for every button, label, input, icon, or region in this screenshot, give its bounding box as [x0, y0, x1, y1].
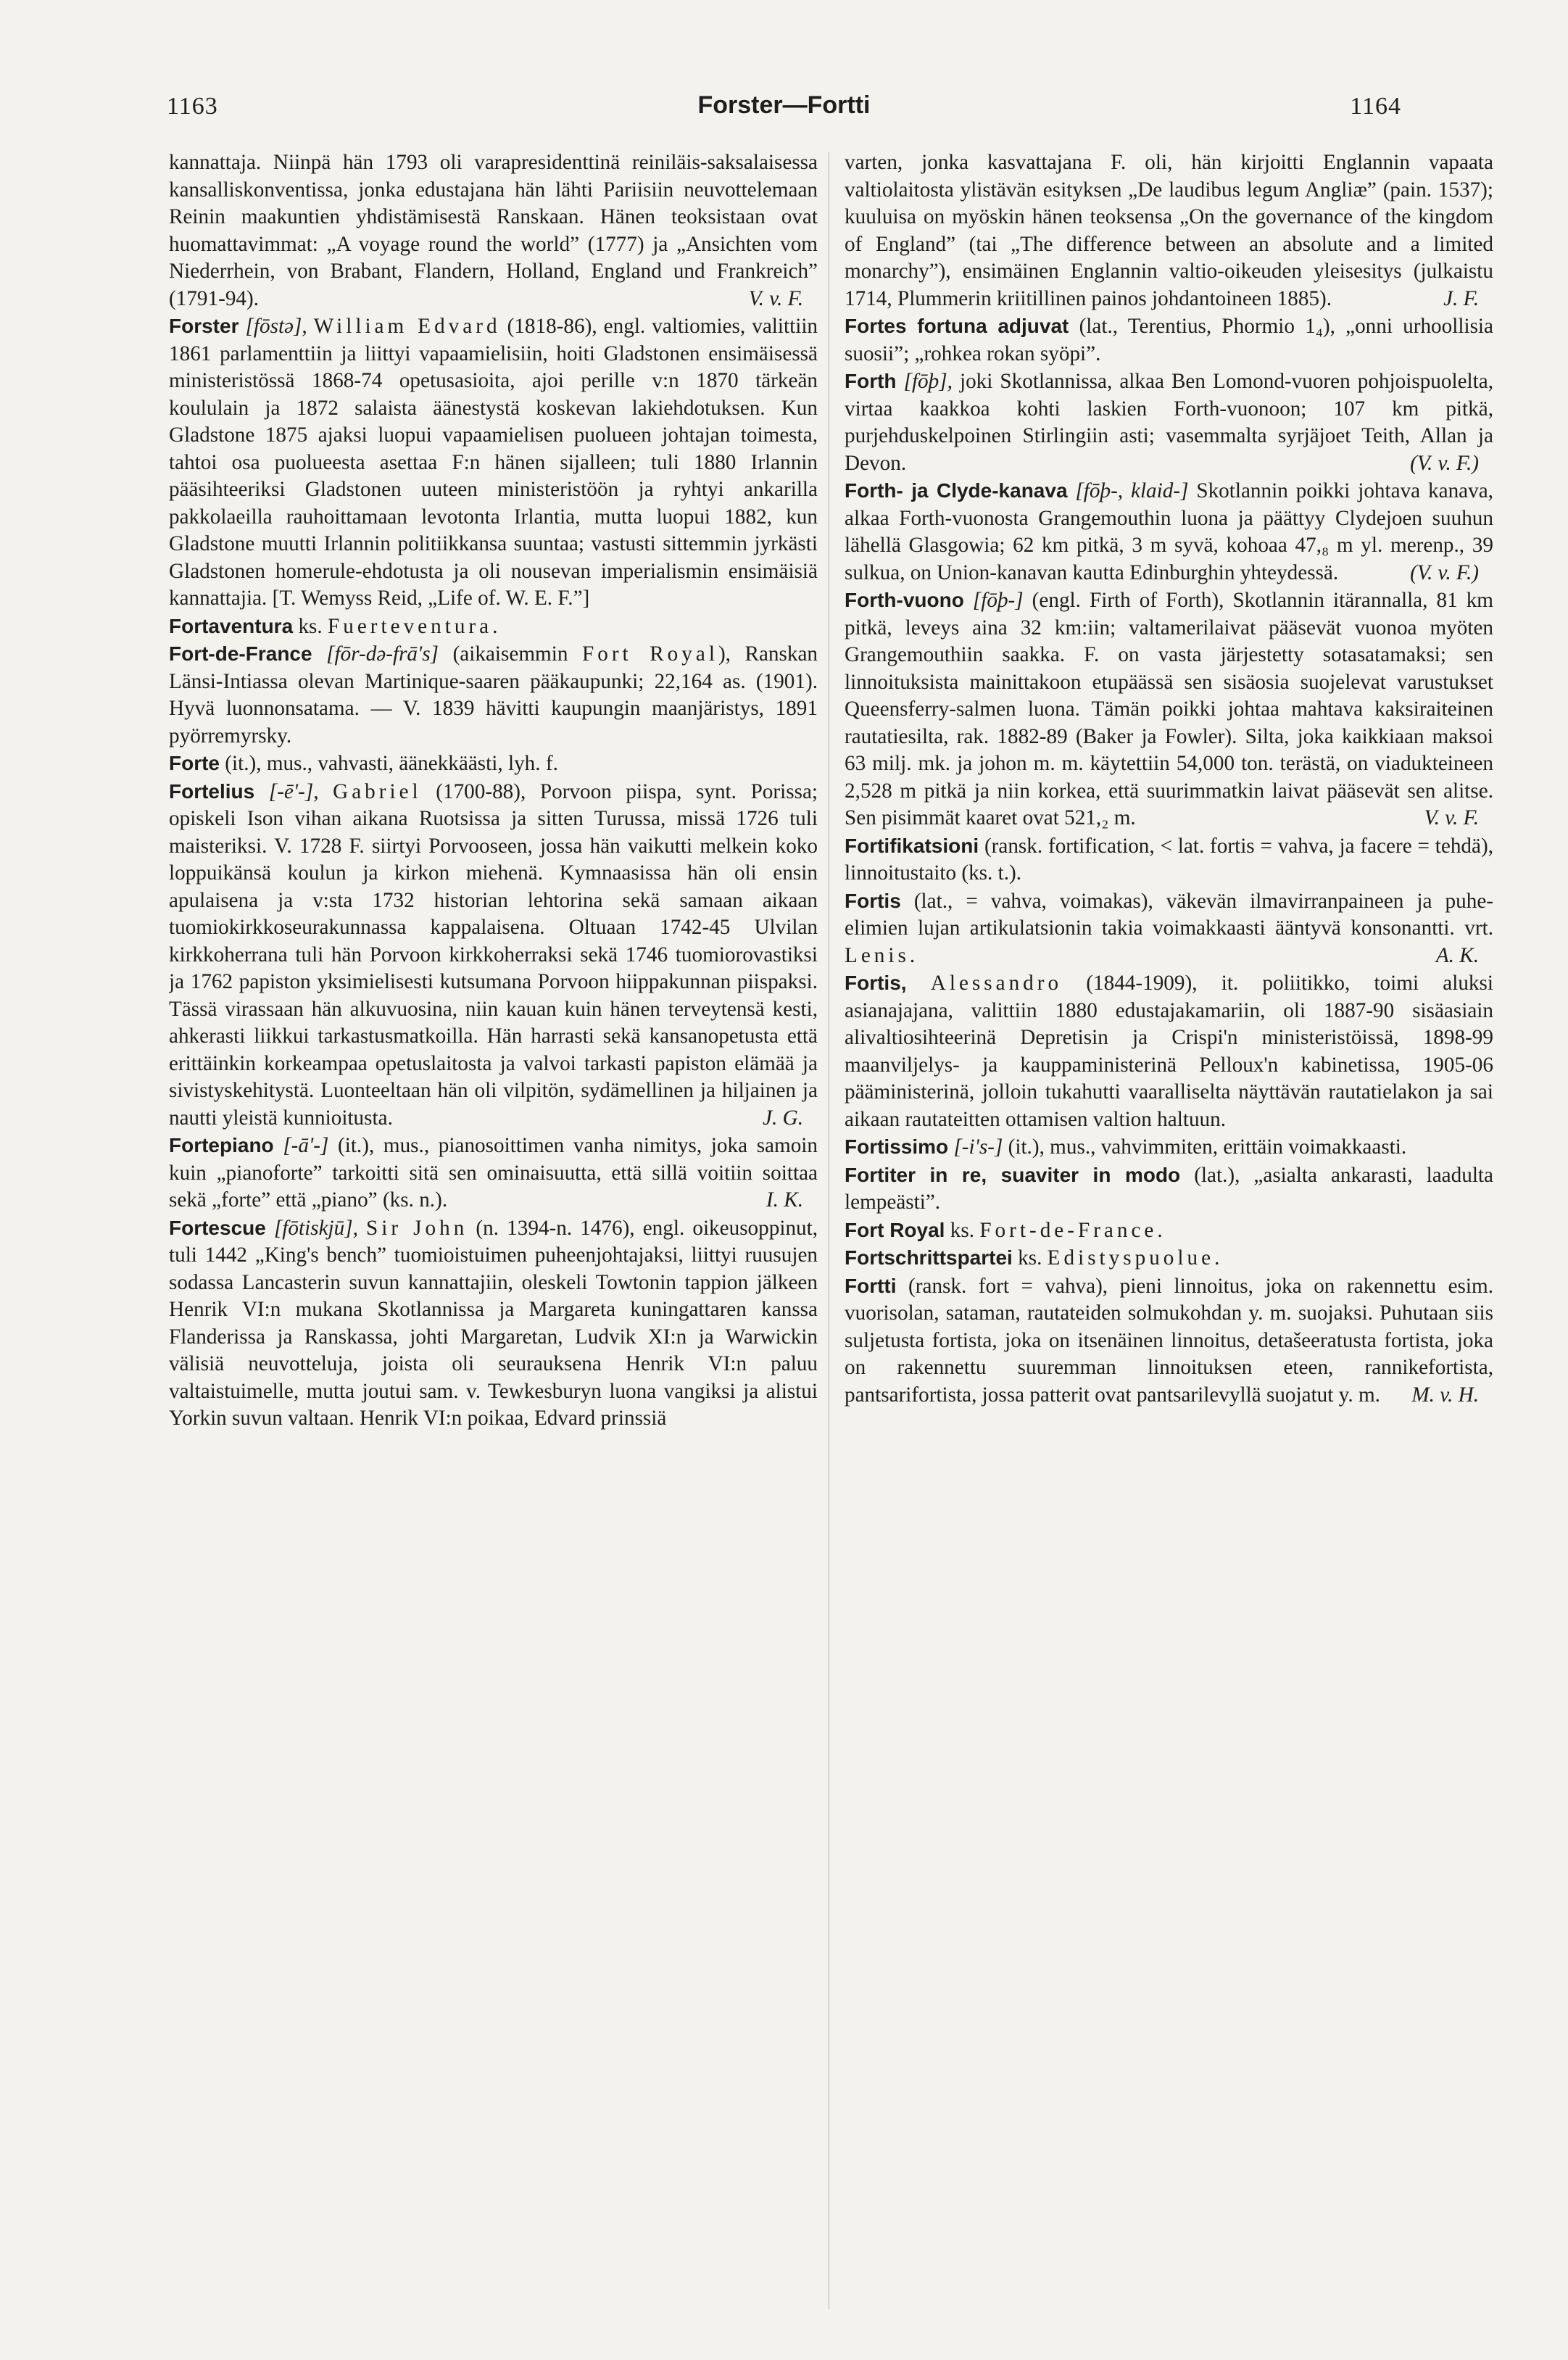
entry-text: (lat.), „asialta ankarasti, laadulta lempeästi”.: [845, 1163, 1493, 1214]
dictionary-entry: [169, 1214, 818, 1433]
dictionary-entry: [169, 750, 818, 778]
entry-headword: Forth-vuono: [845, 589, 964, 611]
entry-headword: Forte: [169, 752, 220, 774]
left-column: [169, 149, 818, 2310]
entry-headword: Fortti: [845, 1274, 897, 1297]
dictionary-entry: [845, 149, 1493, 312]
entry-name-spaced: William Edvard: [313, 315, 501, 338]
entry-text: (aikaisemmin: [452, 642, 568, 666]
dictionary-entry: [169, 613, 818, 641]
entry-headword: Fortissimo: [845, 1135, 949, 1158]
entry-pronunciation: [fōtiskjū],: [273, 1216, 358, 1240]
dictionary-entry: [169, 640, 818, 750]
entry-headword: Fortelius: [169, 779, 255, 803]
dictionary-entry: [845, 887, 1493, 970]
entry-headword: Fortaventura: [169, 614, 294, 637]
page-number-left: 1163: [167, 93, 218, 120]
entry-pronunciation: [fōþ-]: [972, 589, 1024, 612]
right-column: [845, 149, 1493, 2310]
entry-name-spaced: Sir John: [366, 1216, 468, 1240]
entry-signature: J. F.: [1443, 286, 1479, 310]
entry-signature: A. K.: [1435, 943, 1479, 967]
dictionary-entry: [845, 969, 1493, 1133]
entry-headword: Fortis: [845, 889, 901, 912]
entry-pronunciation: [-i's-]: [953, 1135, 1003, 1159]
entry-headword: Fortschrittspartei: [845, 1246, 1013, 1269]
entry-cross-reference: Fort-de-France.: [979, 1218, 1166, 1242]
entry-text: (it.), mus., pianosoittimen vanha nimitys, joka samoin kuin „pianoforte” tarkoitti sitä sen ominaisuutta, että sillä voitiin soittaa sekä „forte” että „piano” (ks. n.).: [169, 1134, 818, 1212]
entry-pronunciation: [fōþ-, klaid-]: [1075, 479, 1189, 502]
entry-text: (1700-88), Porvoon piispa, synt. Porissa; opiskeli Ison vihan aikana Ruotsissa ja sitten Turussa, missä 1726 tuli maisteriksi. V. 1728 F. siirtyi Porvooseen, jossa hän vaikutti melkein koko loppuikänsä koulun ja kirkon miehenä. Kymnaasissa hän oli ensin apulaisena ja v:sta 1732 historian lehtorina sekä samaan aikaan tuomiokirkkoseurakunnassa kappalaisena. Oltuaan 1742-45 Ulvilan kirkkoherrana tuli hän Porvoon kirkkoherraksi sekä 1746 tuomiorovastiksi ja 1762 papiston yksimielisesti kutsumana Porvoon hiippakunnan piispaksi. Tässä virassaan hän alkuvuosina, niin kauan kuin hänen terveytensä kesti, ahkerasti liikkui tarkastusmatkoilla. Hän harrasti sekä kansanopetusta että erittäinkin korkeampaa opetuslaitosta ja valvoi tarkasti papiston elämää ja sivistyskehitystä. Luonteeltaan hän oli vilpitön, sydämellinen ja hiljainen ja nautti yleistä kunnioitusta.: [169, 779, 818, 1130]
entry-headword: Fort-de-France: [169, 642, 312, 665]
entry-signature: V. v. F.: [1424, 806, 1479, 829]
entry-signature: (V. v. F.): [1410, 451, 1479, 475]
dictionary-entry: [845, 312, 1493, 368]
entry-text: kannattaja. Niinpä hän 1793 oli varapresidenttinä reiniläis-saksalaisessa kansalliskonventissa, jonka edustajana hän lähti Pariisiin neuvottelemaan Reinin maakuntien yhdistämisestä Ranskaan. Hänen teoksistaan ovat huomattavimmat: „A voyage round the world” (1777) ja „Ansichten vom Niederrhein, von Brabant, Flandern, Holland, England und Frankreich” (1791-94).: [169, 151, 818, 310]
entry-text: varten, jonka kasvattajana F. oli, hän kirjoitti Englannin vapaata valtiolaitosta ylistävän esityksen „De laudibus legum Angliæ” (pain. 1537); kuuluisa on myöskin hänen teoksensa „On the governance of the kingdom of England” (tai „The difference between an absolute and a limited monarchy”), ensimäinen Englannin valtio-oikeuden yleisesitys (julkaistu 1714, Plummerin kriitillinen painos johdantoineen 1885).: [845, 151, 1493, 310]
dictionary-entry: [169, 1132, 818, 1214]
entry-headword: Fortescue: [169, 1216, 266, 1239]
entry-pronunciation: [-ē'-],: [268, 779, 319, 803]
dictionary-entry: [845, 1272, 1493, 1409]
entry-signature: I. K.: [766, 1188, 803, 1212]
running-head: Forster—Fortti: [697, 91, 871, 119]
entry-pronunciation: [fōþ],: [903, 370, 953, 393]
entry-signature: (V. v. F.): [1410, 560, 1479, 584]
entry-cross-reference: Lenis.: [845, 943, 919, 967]
entry-text: (1818-86), engl. valtiomies, valittiin 1861 parlamenttiin ja liittyi vapaamielisiin, hoiti Gladstonen ensimäisessä ministeristössä 1868-74 opetusasioita, ajoi perille v:n 1870 tärkeän koululain ja 1872 salaista äänestystä koskevan lakiehdotuksen. Kun Gladstone 1875 ajaksi luopui vapaamielisen puolueen johtajan toimesta, tahtoi osa puolueesta asettaa F:n hänen sijalleen; tuli 1880 Irlannin pääsihteeriksi Gladstonen uuteen ministeristöön ja ryhtyi ankarilla pakkolaeilla rauhoittamaan levotonta Irlantia, mutta luopui 1882, kun Gladstone muutti Irlannin politiikkansa suuntaa; vastusti sittemmin jyrkästi Gladstonen homerule-ehdotusta ja oli nousevan imperialismin ensimäisiä kannattajia. [T. Wemyss Reid, „Life of. W. E. F.”]: [169, 315, 818, 610]
dictionary-entry: [845, 477, 1493, 587]
entry-cross-reference: Fort Royal: [582, 642, 718, 666]
entry-text: (n. 1394-n. 1476), engl. oikeusoppinut, tuli 1442 „King's bench” tuomioistuimen puheenjohtajaksi, liittyi ruusujen sodassa Lancasterin suvun kannattajiin, oleskeli Towtonin tappion jälkeen Henrik VI:n mukana Skotlannissa ja Margareta kuningattaren kanssa Flanderissa ja Ranskassa, johti Margaretan, Ludvik XI:n ja Warwickin välisiä neuvotteluja, joista oli seurauksena Henrik VI:n paluu valtaistuimelle, mutta joutui sam. v. Tewkesburyn luona vangiksi ja alistui Yorkin suvun valtaan. Henrik VI:n poikaa, Edvard prinssiä: [169, 1216, 818, 1430]
entry-text: ks.: [1018, 1246, 1042, 1270]
page-number-right: 1164: [1350, 93, 1401, 120]
dictionary-entry: [845, 368, 1493, 477]
entry-headword: Fortis,: [845, 972, 907, 994]
entry-text: joki Skotlannissa, alkaa Ben Lomond-vuoren pohjoispuolelta, virtaa kaakkoa kohti laskien Forth-vuonoon; 107 km pitkä, purjehduskelpoinen Stirlingiin asti; vasemmalta syrjäjoet Teith, Allan ja Devon.: [845, 370, 1493, 475]
entry-cross-reference: Fuerteventura.: [328, 614, 502, 638]
entry-text: ks.: [298, 614, 323, 638]
dictionary-entry: [845, 1244, 1493, 1272]
entry-text: (ransk. fortification, < lat. fortis = vahva, ja facere = tehdä), linnoitustaito (ks. t.).: [845, 834, 1493, 885]
entry-headword: Fort Royal: [845, 1218, 945, 1241]
entry-pronunciation: [fōr-də-frā's]: [326, 642, 439, 666]
dictionary-entry: [845, 832, 1493, 887]
entry-headword: Forth: [845, 370, 897, 392]
dictionary-entry: [169, 312, 818, 613]
entry-text: (lat., Terentius, Phormio 1₄), „onni urhoollisia suosii”; „rohkea rokan syöpi”.: [845, 315, 1493, 365]
entry-pronunciation: [fōstə],: [245, 315, 307, 338]
entry-text: (ransk. fort = vahva), pieni linnoitus, joka on rakennettu esim. vuorisolan, sataman, rautateiden solmukohdan y. m. suojaksi. Puhutaan siis suljetusta fortista, joka on itsenäinen linnoitus, detašeeratusta fortista, joka on rakennettu suuremman linnoituksen eteen, rannikefortista, pantsarifortista, jossa patterit ovat pantsarilevyllä suojatut y. m.: [845, 1274, 1493, 1407]
entry-text: (engl. Firth of Forth), Skotlannin itärannalla, 81 km pitkä, leveys aina 32 km:iin; valtamerilaivat pääsevät vuonoa myöten Grangemouthiin saakka. F. on vasta järjestetty sotasatamaksi; sen linnoituksista mainittakoon etupäässä sen sisäosia suojelevat varustukset Queensferry-salmen luona. Tämän poikki johtaa mahtava kaksiraiteinen rautatiesilta, rak. 1882-89 (Baker ja Fowler). Silta, joka kaikkiaan maksoi 63 milj. mk. ja johon m. m. käytettiin 54,000 ton. terästä, on viadukteineen 2,528 m pitkä ja niin korkea, että suurimmatkin laivat pääsevät sen alitse. Sen pisimmät kaaret ovat 521,₂ m.: [845, 589, 1493, 829]
entry-text: (it.), mus., vahvasti, äänekkäästi, lyh. f.: [225, 752, 558, 775]
entry-cross-reference: Edistyspuolue.: [1047, 1246, 1224, 1270]
entry-text: (1844-1909), it. poliitikko, toimi aluksi asianajajana, valittiin 1880 edustajakamariin, oli 1887-90 sisäasiain alivaltiosihteerinä Depretisin ja Crispi'n ministeristöissä, 1898-99 maanviljelys- ja kauppaministerinä Pelloux'n kabinetissa, 1905-06 pääministerinä, jolloin tukahutti vaaralliselta näyttävän rautatielakon ja sai aikaan rautateitten ottamisen valtion haltuun.: [845, 972, 1493, 1131]
entry-headword: Fortes fortuna adjuvat: [845, 315, 1069, 337]
entry-text: ks.: [950, 1218, 975, 1242]
page-header: [167, 93, 1401, 136]
entry-headword: Forster: [169, 315, 239, 337]
dictionary-entry: [169, 149, 818, 312]
dictionary-entry: [845, 587, 1493, 832]
entry-text-continued: ), Ranskan Länsi-Intiassa olevan Martinique-saaren pääkaupunki; 22,164 as. (1901). Hyvä luonnonsatama. — V. 1839 hävitti kaupungin maanjäristys, 1891 pyörremyrsky.: [169, 642, 818, 748]
entry-text: (it.), mus., vahvimmiten, erittäin voimakkaasti.: [1008, 1135, 1407, 1159]
entry-text: (lat., = vahva, voimakas), väkevän ilmavirranpaineen ja puhe-elimien lujan artikulatsionin takia voimakkaasti ääntyvä konsonantti. vrt.: [845, 889, 1493, 940]
entry-signature: M. v. H.: [1411, 1383, 1479, 1407]
entry-headword: Fortepiano: [169, 1134, 274, 1156]
entry-headword: Forth- ja Clyde-kanava: [845, 479, 1068, 502]
entry-name-spaced: Gabriel: [333, 779, 422, 803]
dictionary-entry: [169, 778, 818, 1133]
dictionary-entry: [845, 1133, 1493, 1162]
entry-headword: Fortiter in re, suaviter in modo: [845, 1163, 1181, 1186]
entry-text: Skotlannin poikki johtava kanava, alkaa Forth-vuonosta Grangemouthin luona ja päättyy Clydejoen suuhun lähellä Glasgowia; 62 km pitkä, 3 m syvä, kohoaa 47,₈ m yl. merenp., 39 sulkua, on Union-kanavan kautta Edinburghin yhteydessä.: [845, 479, 1493, 584]
entry-signature: J. G.: [763, 1106, 803, 1130]
entry-signature: V. v. F.: [748, 286, 803, 310]
entry-pronunciation: [-ā'-]: [283, 1134, 329, 1157]
dictionary-entry: [845, 1217, 1493, 1245]
entry-headword: Fortifikatsioni: [845, 834, 979, 857]
entry-name-spaced: Alessandro: [930, 972, 1063, 995]
dictionary-entry: [845, 1162, 1493, 1217]
